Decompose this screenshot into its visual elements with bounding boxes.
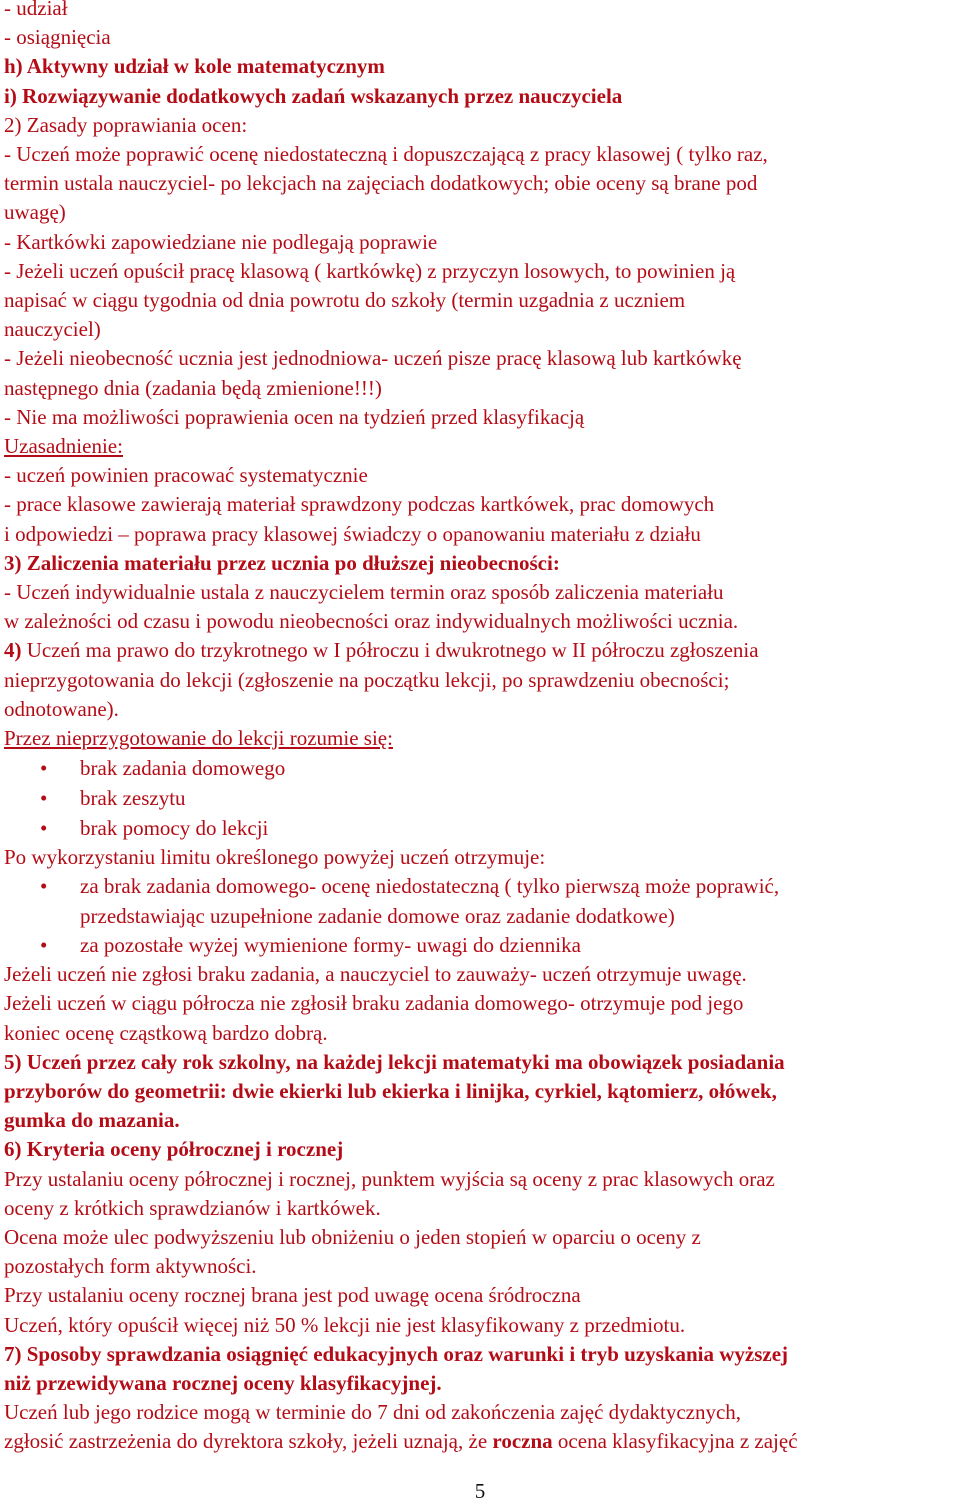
- list-item-text: brak pomocy do lekcji: [80, 816, 269, 841]
- list-item: • brak zeszytu: [40, 786, 186, 811]
- text-line: Po wykorzystaniu limitu określonego powyżej uczeń otrzymuje:: [4, 845, 546, 870]
- text-line: - Kartkówki zapowiedziane nie podlegają poprawie: [4, 229, 438, 254]
- text-line: napisać w ciągu tygodnia od dnia powrotu do szkoły (termin uzgadnia z uczniem: [4, 288, 686, 313]
- text-line: uwagę): [4, 200, 66, 225]
- list-item: • brak pomocy do lekcji: [40, 816, 269, 841]
- list-item-text: za pozostałe wyżej wymienione formy- uwagi do dziennika: [80, 932, 581, 957]
- text-line: - prace klasowe zawierają materiał sprawdzony podczas kartkówek, prac domowych: [4, 492, 715, 517]
- text-line: w zależności od czasu i powodu nieobecności oraz indywidualnych możliwości ucznia.: [4, 609, 739, 634]
- text-line: pozostałych form aktywności.: [4, 1254, 257, 1279]
- text-line: ocena klasyfikacyjna z zajęć: [552, 1429, 798, 1454]
- text-line: - Uczeń może poprawić ocenę niedostateczną i dopuszczającą z pracy klasowej ( tylko raz,: [4, 142, 768, 167]
- section-heading-5-cont: gumka do mazania.: [4, 1108, 180, 1133]
- section-heading-6: 6) Kryteria oceny półrocznej i rocznej: [4, 1137, 344, 1162]
- emphasis-roczna: roczna: [492, 1429, 553, 1454]
- text-line: odnotowane).: [4, 696, 119, 721]
- list-item-text: brak zadania domowego: [80, 756, 286, 781]
- document-page: [4, 0, 952, 1457]
- text-line: Uczeń ma prawo do trzykrotnego w I półroczu i dwukrotnego w II półroczu zgłoszenia: [21, 638, 759, 663]
- text-line: - uczeń powinien pracować systematycznie: [4, 463, 368, 488]
- text-line: Ocena może ulec podwyższeniu lub obniżeniu o jeden stopień w oparciu o oceny z: [4, 1224, 701, 1249]
- section-heading-2: 2) Zasady poprawiania ocen:: [4, 112, 248, 137]
- text-line: Jeżeli uczeń w ciągu półrocza nie zgłosił braku zadania domowego- otrzymuje pod jego: [4, 991, 744, 1016]
- text-line: - Jeżeli uczeń opuścił pracę klasową ( kartkówkę) z przyczyn losowych, to powinien ją: [4, 258, 736, 283]
- section-number-4: 4): [4, 638, 22, 663]
- heading-h: h) Aktywny udział w kole matematycznym: [4, 54, 385, 79]
- section-heading-5-cont: przyborów do geometrii: dwie ekierki lub ekierka i linijka, cyrkiel, kątomierz, ołówek,: [4, 1078, 777, 1103]
- text-line: - Jeżeli nieobecność ucznia jest jednodniowa- uczeń pisze pracę klasową lub kartkówkę: [4, 346, 742, 371]
- list-item-text: brak zeszytu: [80, 786, 186, 811]
- text-line: - Uczeń indywidualnie ustala z nauczycielem termin oraz sposób zaliczenia materiału: [4, 580, 724, 605]
- text-line: i odpowiedzi – poprawa pracy klasowej świadczy o opanowaniu materiału z działu: [4, 521, 701, 546]
- text-line: koniec ocenę cząstkową bardzo dobrą.: [4, 1020, 328, 1045]
- text-line: Jeżeli uczeń nie zgłosi braku zadania, a nauczyciel to zauważy- uczeń otrzymuje uwagę.: [4, 962, 747, 987]
- text-line: - Nie ma możliwości poprawienia ocen na tydzień przed klasyfikacją: [4, 404, 585, 429]
- text-line: - udział: [4, 0, 68, 20]
- text-line: Uczeń, który opuścił więcej niż 50 % lekcji nie jest klasyfikowany z przedmiotu.: [4, 1312, 686, 1337]
- text-line: następnego dnia (zadania będą zmienione!!!): [4, 375, 382, 400]
- text-line: Uczeń lub jego rodzice mogą w terminie do 7 dni od zakończenia zajęć dydaktycznych,: [4, 1400, 742, 1425]
- list-item-continuation: przedstawiając uzupełnione zadanie domowe oraz zadanie dodatkowe): [80, 903, 675, 928]
- text-line: Przy ustalaniu oceny rocznej brana jest pod uwagę ocena śródroczna: [4, 1283, 581, 1308]
- section-heading-7: 7) Sposoby sprawdzania osiągnięć edukacyjnych oraz warunki i tryb uzyskania wyższej: [4, 1341, 789, 1366]
- text-line: - osiągnięcia: [4, 25, 111, 50]
- text-line: termin ustala nauczyciel- po lekcjach na zajęciach dodatkowych; obie oceny są brane pod: [4, 171, 758, 196]
- heading-i: i) Rozwiązywanie dodatkowych zadań wskazanych przez nauczyciela: [4, 83, 623, 108]
- list-item: • za pozostałe wyżej wymienione formy- uwagi do dziennika: [40, 932, 581, 957]
- section-heading-3: 3) Zaliczenia materiału przez ucznia po dłuższej nieobecności:: [4, 550, 560, 575]
- text-line: nieprzygotowania do lekcji (zgłoszenie na początku lekcji, po sprawdzeniu obecności;: [4, 667, 730, 692]
- justification-label: Uzasadnienie:: [4, 434, 123, 459]
- text-line: nauczyciel): [4, 317, 101, 342]
- text-line: oceny z krótkich sprawdzianów i kartkówek.: [4, 1195, 381, 1220]
- list-item-text: za brak zadania domowego- ocenę niedostateczną ( tylko pierwszą może poprawić,: [80, 874, 780, 899]
- list-item: • brak zadania domowego: [40, 756, 286, 781]
- unpreparedness-label: Przez nieprzygotowanie do lekcji rozumie się:: [4, 726, 393, 751]
- page-number: 5: [474, 1479, 486, 1503]
- list-item: • za brak zadania domowego- ocenę niedostateczną ( tylko pierwszą może poprawić,: [40, 874, 780, 899]
- section-heading-5: 5) Uczeń przez cały rok szkolny, na każdej lekcji matematyki ma obowiązek posiadania: [4, 1049, 785, 1074]
- text-line: Przy ustalaniu oceny półrocznej i rocznej, punktem wyjścia są oceny z prac klasowych oraz: [4, 1166, 775, 1191]
- section-heading-7-cont: niż przewidywana rocznej oceny klasyfikacyjnej.: [4, 1370, 442, 1395]
- text-line: zgłosić zastrzeżenia do dyrektora szkoły, jeżeli uznają, że: [4, 1429, 493, 1454]
